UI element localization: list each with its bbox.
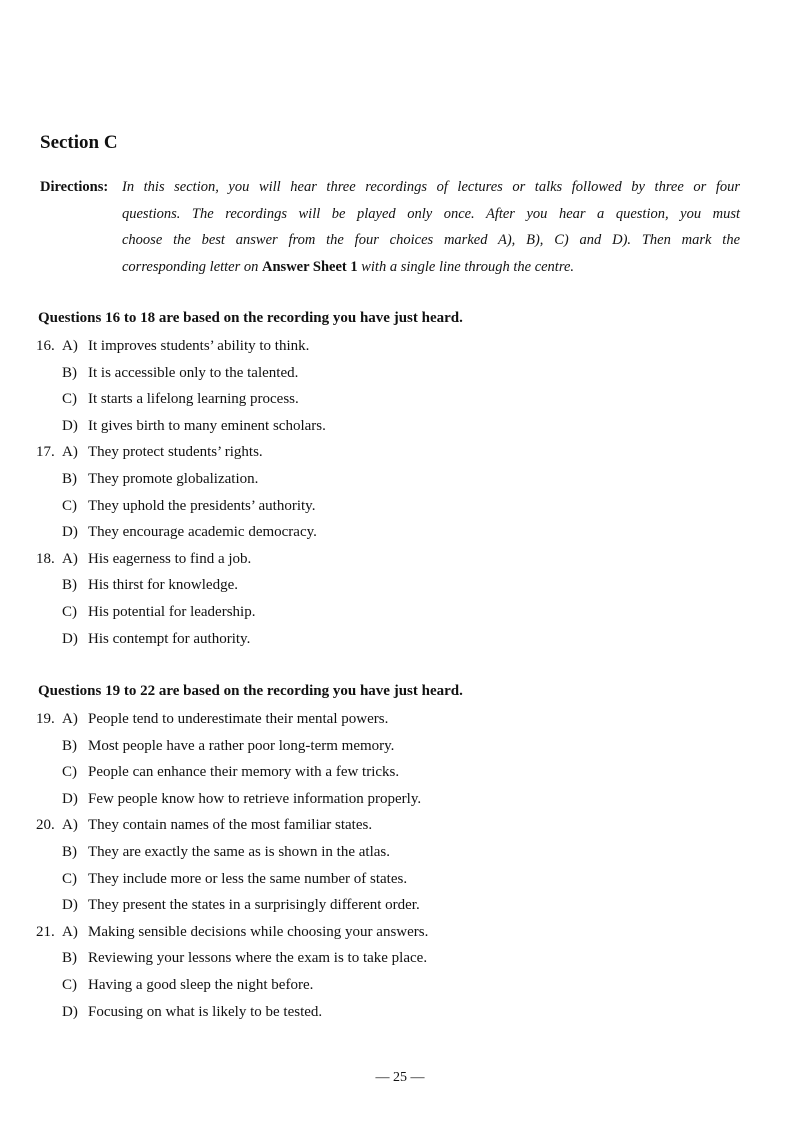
question-group-heading: Questions 16 to 18 are based on the recording you have just heard. [38,310,463,326]
option-text: They present the states in a surprisingly different order. [88,897,420,914]
directions-line: corresponding letter on Answer Sheet 1 with a single line through the centre. [122,258,575,275]
question-number: 18. [36,550,55,567]
option-letter: C) [62,497,77,514]
answer-option [62,602,255,622]
option-letter: A) [62,817,78,834]
option-letter: B) [62,844,77,860]
answer-option [62,869,407,889]
answer-option [62,469,258,489]
answer-option [62,575,238,595]
option-text: They are exactly the same as is shown in the atlas. [88,844,390,860]
option-letter: C) [62,604,77,620]
answer-option [62,789,421,809]
directions-line: questions. The recordings will be played only once. After you hear a question, you must [122,205,740,222]
question-number: 21. [36,923,55,940]
answer-option [62,416,326,436]
directions-label: Directions: [40,179,109,195]
option-letter: B) [62,471,77,487]
option-text: They promote globalization. [88,471,259,487]
answer-option [62,389,299,409]
option-letter: D) [62,790,78,807]
option-letter: C) [62,391,77,408]
answer-option [62,895,420,915]
option-letter: D) [62,630,78,647]
option-text: They protect students’ rights. [88,444,263,461]
option-text: They encourage academic democracy. [88,524,317,541]
option-text: Most people have a rather poor long-term memory. [88,737,395,754]
answer-option [36,549,251,569]
answer-option [62,522,317,542]
answer-option [62,629,250,649]
option-text: They contain names of the most familiar states. [88,817,373,834]
answer-option [62,842,390,862]
option-text: His potential for leadership. [88,604,256,620]
directions-line: In this section, you will hear three recordings of lectures or talks followed by three or four [122,179,740,195]
answer-option [36,922,428,942]
answer-option [62,948,427,968]
option-letter: B) [62,364,77,381]
directions-text [122,174,740,280]
option-text: They include more or less the same number of states. [88,870,408,887]
option-text: Having a good sleep the night before. [88,977,314,993]
page-number: — 25 — [375,1070,425,1085]
option-text: His eagerness to find a job. [88,550,252,567]
option-text: They uphold the presidents’ authority. [88,497,316,514]
option-text: Reviewing your lessons where the exam is to take place. [88,950,428,967]
option-text: His thirst for knowledge. [88,577,238,594]
question-number: 16. [36,338,55,354]
option-text: People tend to underestimate their mental powers. [88,711,389,727]
answer-option [36,815,372,835]
directions-block [40,174,740,280]
question-group-heading: Questions 19 to 22 are based on the recording you have just heard. [38,683,463,699]
option-text: It gives birth to many eminent scholars. [88,417,326,434]
answer-option [36,442,263,462]
option-letter: B) [62,577,77,594]
option-text: It is accessible only to the talented. [88,364,299,381]
option-text: It improves students’ ability to think. [88,338,310,354]
option-letter: B) [62,950,77,967]
answer-option [62,1002,322,1022]
option-text: It starts a lifelong learning process. [88,391,299,408]
answer-option [36,709,388,729]
option-text: Focusing on what is likely to be tested. [88,1003,323,1020]
section-title: Section C [40,132,118,153]
answer-option [62,736,394,756]
question-number: 17. [36,444,55,461]
option-text: People can enhance their memory with a few tricks. [88,764,400,781]
directions-line: choose the best answer from the four choices marked A), B), C) and D). Then mark the [122,232,740,248]
option-letter: D) [62,1003,78,1020]
option-letter: C) [62,764,77,781]
question-number: 20. [36,817,55,834]
option-letter: C) [62,977,77,993]
option-letter: A) [62,338,78,354]
option-letter: C) [62,870,77,887]
answer-option [62,363,298,383]
option-text: Few people know how to retrieve information properly. [88,790,422,807]
option-text: Making sensible decisions while choosing your answers. [88,923,429,940]
answer-option [62,975,313,995]
question-number: 19. [36,711,55,727]
answer-option [62,762,399,782]
option-text: His contempt for authority. [88,630,251,647]
option-letter: A) [62,444,78,461]
option-letter: D) [62,417,78,434]
option-letter: A) [62,550,78,567]
option-letter: D) [62,897,78,914]
answer-option [36,336,309,356]
option-letter: B) [62,737,77,754]
answer-option [62,496,315,516]
option-letter: A) [62,923,78,940]
option-letter: D) [62,524,78,541]
option-letter: A) [62,711,78,727]
answer-sheet-ref: Answer Sheet 1 [262,258,358,275]
